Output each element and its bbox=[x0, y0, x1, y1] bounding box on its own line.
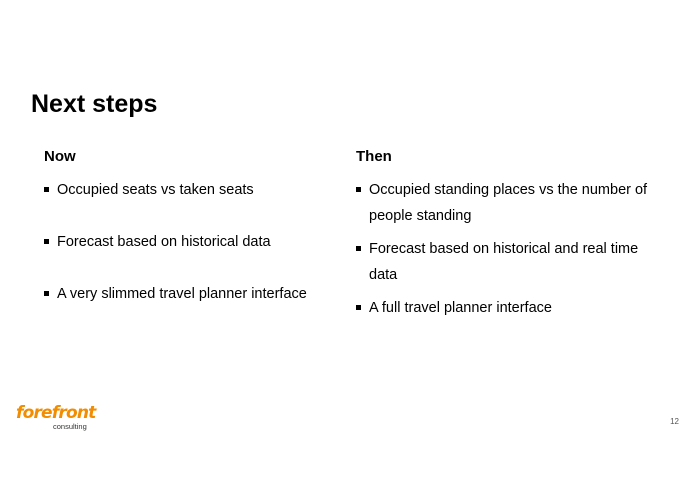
bullet-item bbox=[44, 281, 340, 307]
bullet-text: A very slimmed travel planner interface bbox=[57, 286, 307, 302]
bullet-item bbox=[356, 295, 666, 321]
square-bullet-icon bbox=[356, 246, 361, 251]
bullet-text: Occupied standing places vs the number of people standing bbox=[369, 182, 648, 224]
square-bullet-icon bbox=[356, 187, 361, 192]
bullet-item bbox=[356, 236, 666, 288]
then-column bbox=[356, 148, 666, 328]
forefront-logo bbox=[16, 403, 96, 434]
bullet-item bbox=[356, 177, 666, 229]
now-heading: Now bbox=[44, 148, 76, 165]
now-bullet-list bbox=[44, 177, 340, 307]
then-bullet-list bbox=[356, 177, 666, 321]
bullet-text: A full travel planner interface bbox=[369, 300, 552, 316]
slide-title: Next steps bbox=[31, 90, 158, 118]
logo-wordmark: forefront bbox=[16, 403, 96, 423]
square-bullet-icon bbox=[44, 291, 49, 296]
square-bullet-icon bbox=[44, 239, 49, 244]
logo-tagline: consulting bbox=[53, 422, 87, 431]
square-bullet-icon bbox=[356, 305, 361, 310]
now-column bbox=[44, 148, 340, 314]
page-number: 12 bbox=[670, 417, 679, 426]
bullet-item bbox=[44, 229, 340, 255]
then-heading: Then bbox=[356, 148, 392, 165]
bullet-text: Occupied seats vs taken seats bbox=[57, 182, 254, 198]
square-bullet-icon bbox=[44, 187, 49, 192]
bullet-item bbox=[44, 177, 340, 203]
bullet-text: Forecast based on historical and real time data bbox=[369, 241, 639, 283]
bullet-text: Forecast based on historical data bbox=[57, 234, 271, 250]
